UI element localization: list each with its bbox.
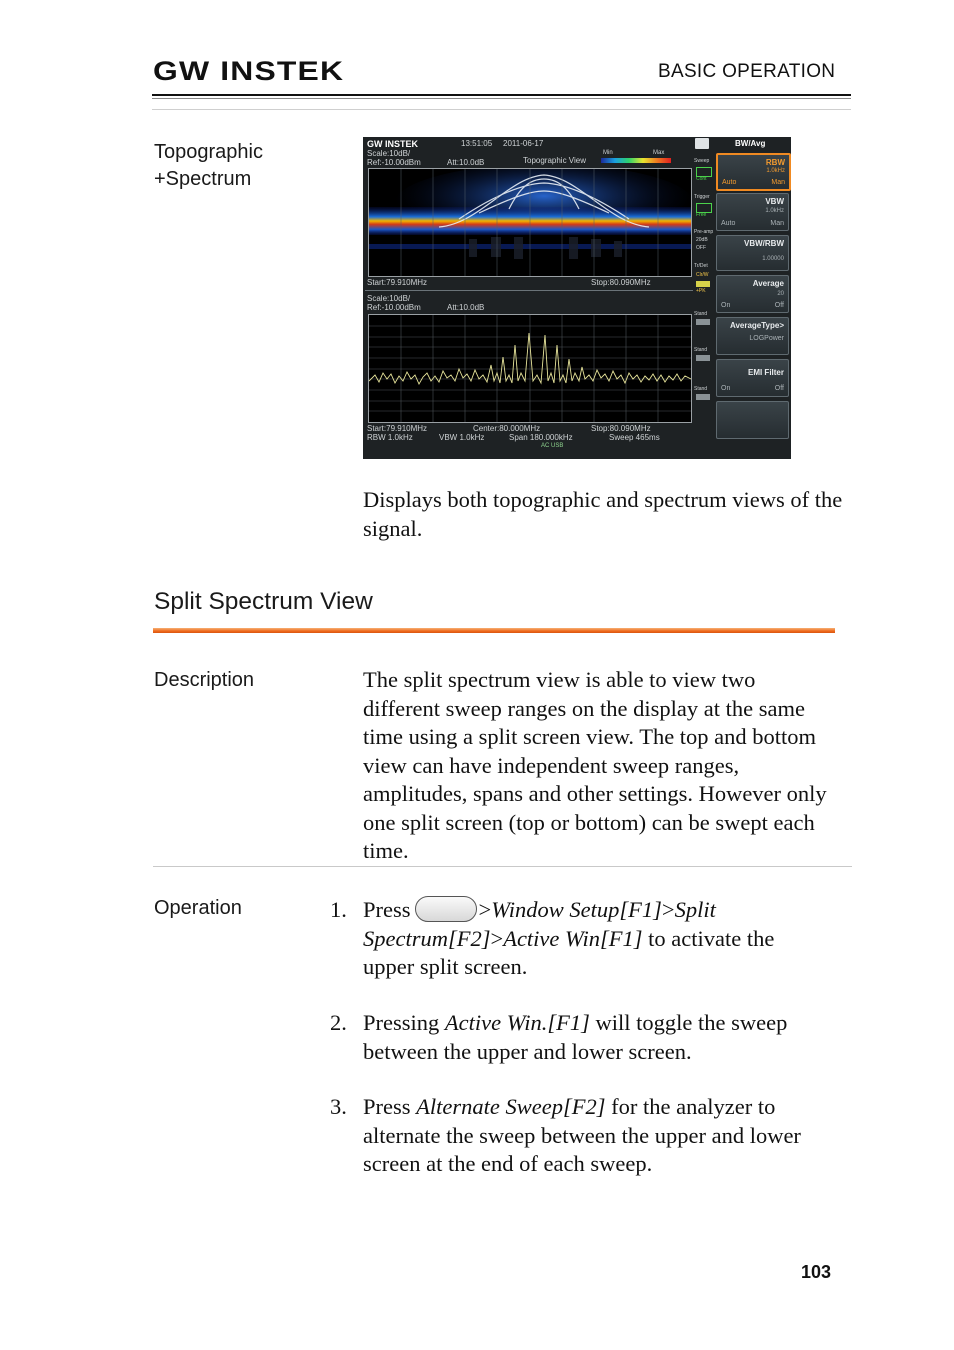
softkey-average-on: On xyxy=(721,302,731,309)
status-free: Free xyxy=(696,212,707,218)
screen-time: 13:51:05 xyxy=(461,139,493,148)
step-3-number: 3. xyxy=(330,1094,347,1119)
view-title: Topographic View xyxy=(523,156,587,165)
step-2-text-a: Pressing xyxy=(363,1010,445,1035)
softkey-emi-filter[interactable] xyxy=(716,359,789,397)
softkey-vbw[interactable] xyxy=(716,193,789,231)
softkey-average-type[interactable] xyxy=(716,317,789,355)
status-stand-3: Stand xyxy=(694,386,708,392)
analyzer-screenshot xyxy=(363,137,791,459)
status-off: OFF xyxy=(696,245,706,251)
status-stand-1-box xyxy=(696,319,710,325)
step-1-text-c: > xyxy=(661,897,675,922)
row-divider xyxy=(153,866,852,867)
softkey-emi-off: Off xyxy=(774,385,784,392)
top-start: Start:79.910MHz xyxy=(367,278,428,287)
status-trdet: Tr/Det xyxy=(694,263,708,269)
span-readout: Span 180.000kHz xyxy=(509,433,573,442)
section-tag: BASIC OPERATION xyxy=(658,61,836,82)
top-att: Att:10.0dB xyxy=(447,158,485,167)
softkey-vbw-rbw[interactable] xyxy=(716,235,789,271)
bot-start: Start:79.910MHz xyxy=(367,424,428,433)
step-1-window-setup: Window Setup[F1] xyxy=(491,897,662,922)
bot-ref: Ref:-10.00dBm xyxy=(367,303,421,312)
topographic-graphic xyxy=(369,169,691,276)
step-2-text-b: will toggle the sweep between the upper and lower screen. xyxy=(363,1010,788,1064)
status-stand-3-box xyxy=(696,394,710,400)
lxi-icon xyxy=(695,138,709,149)
softkey-average-off: Off xyxy=(774,302,784,309)
rbw-readout: RBW 1.0kHz xyxy=(367,433,413,442)
status-clrw: Clr/W xyxy=(696,272,709,278)
page-number: 103 xyxy=(801,1262,832,1282)
header-rule-thin xyxy=(152,98,851,99)
softkey-rbw-man: Man xyxy=(771,179,785,186)
step-1-split-spectrum: Split Spectrum[F2] xyxy=(363,897,716,951)
description-label: Description xyxy=(154,669,255,691)
screen-date: 2011-06-17 xyxy=(503,139,544,148)
spectrum-plot xyxy=(368,314,692,423)
header-divider xyxy=(152,109,851,110)
bottom-status: AC USB xyxy=(541,443,564,449)
softkey-vbw-value: 1.0kHz xyxy=(765,208,784,214)
status-sweep: Sweep xyxy=(694,158,710,164)
softkey-average-value: 20 xyxy=(777,291,784,297)
menu-key-icon xyxy=(415,896,477,922)
topo-label-line1: Topographic xyxy=(154,141,263,163)
topo-label xyxy=(154,139,263,193)
step-3-alternate-sweep: Alternate Sweep[F2] xyxy=(416,1094,606,1119)
vbw-readout: VBW 1.0kHz xyxy=(439,433,485,442)
topo-caption: Displays both topographic and spectrum views of the signal. xyxy=(363,487,843,541)
step-2-number: 2. xyxy=(330,1010,347,1035)
softkey-emi-filter-title: EMI Filter xyxy=(747,368,784,377)
screen-logo: GW INSTEK xyxy=(367,139,418,149)
status-preamp: Pre-amp xyxy=(694,229,714,235)
heading-rule xyxy=(153,628,835,633)
softkey-vbw-title: VBW xyxy=(765,197,784,206)
softkey-vbw-man: Man xyxy=(770,220,784,227)
header-rule xyxy=(152,94,851,96)
softkey-rbw-value: 1.0kHz xyxy=(766,168,785,174)
spectrum-graphic xyxy=(369,315,691,422)
menu-title: BW/Avg xyxy=(735,139,766,148)
bot-scale: Scale:10dB/ xyxy=(367,294,411,303)
legend-max: Max xyxy=(653,150,665,156)
step-1-text-d: > xyxy=(490,925,504,951)
softkey-rbw-auto: Auto xyxy=(722,179,737,186)
topographic-plot xyxy=(368,168,692,277)
status-20db: 20dB xyxy=(696,237,708,243)
status-stand-2-box xyxy=(696,355,710,361)
top-ref: Ref:-10.00dBm xyxy=(367,158,421,167)
softkey-vbw-auto: Auto xyxy=(721,220,736,227)
status-stand-1: Stand xyxy=(694,311,708,317)
softkey-vbw-rbw-value: 1.00000 xyxy=(762,256,784,262)
softkey-average-type-value: LOGPower xyxy=(749,335,784,342)
step-3-text-a: Press xyxy=(363,1094,417,1119)
softkey-average[interactable] xyxy=(716,275,789,313)
description-text: The split spectrum view is able to view two different sweep ranges on the display at the same time using a split screen view. The top and bottom view can have independent sweep ranges, amplitudes, spans and other settings. However only one split screen (top or bottom) can be swept each time. xyxy=(363,667,827,863)
step-2-active-win: Active Win.[F1] xyxy=(444,1010,590,1035)
operation-label: Operation xyxy=(154,897,242,919)
step-1 xyxy=(330,896,820,982)
bot-att: Att:10.0dB xyxy=(447,303,485,312)
brand-logo: GW INSTEK xyxy=(153,56,345,86)
softkey-emi-on: On xyxy=(721,385,731,392)
bot-center: Center:80.000MHz xyxy=(473,424,541,433)
step-3-text-b: for the analyzer to alternate the sweep between the upper and lower screen at the end of each sweep. xyxy=(363,1094,801,1176)
step-1-text-e: to activate the upper split screen. xyxy=(363,925,775,979)
softkey-empty[interactable] xyxy=(716,401,789,439)
softkey-vbw-rbw-title: VBW/RBW xyxy=(744,239,784,248)
softkey-average-title: Average xyxy=(752,279,784,288)
step-1-text-b: > xyxy=(478,897,492,922)
step-1-active-win: Active Win[F1] xyxy=(503,925,643,951)
softkey-rbw[interactable] xyxy=(716,153,791,191)
step-1-text-a: Press xyxy=(363,897,411,922)
pane-divider xyxy=(365,290,693,291)
topo-label-line2: +Spectrum xyxy=(154,168,252,190)
top-stop: Stop:80.090MHz xyxy=(591,278,651,287)
section-heading: Split Spectrum View xyxy=(154,588,373,615)
step-1-number: 1. xyxy=(330,897,347,922)
status-stand-2: Stand xyxy=(694,347,708,353)
legend-min: Min xyxy=(603,150,613,156)
status-trigger: Trigger xyxy=(694,194,710,200)
softkey-rbw-title: RBW xyxy=(765,158,785,167)
step-2 xyxy=(330,1009,820,1066)
status-pk: +PK xyxy=(696,288,706,294)
status-trace-box xyxy=(696,281,710,287)
sweep-readout: Sweep 465ms xyxy=(609,433,660,442)
top-scale: Scale:10dB/ xyxy=(367,149,411,158)
bot-stop: Stop:80.090MHz xyxy=(591,424,651,433)
softkey-average-type-title: AverageType> xyxy=(729,321,784,330)
color-legend-bar xyxy=(601,158,671,163)
status-cont: Cont xyxy=(696,176,707,182)
step-3 xyxy=(330,1093,820,1179)
